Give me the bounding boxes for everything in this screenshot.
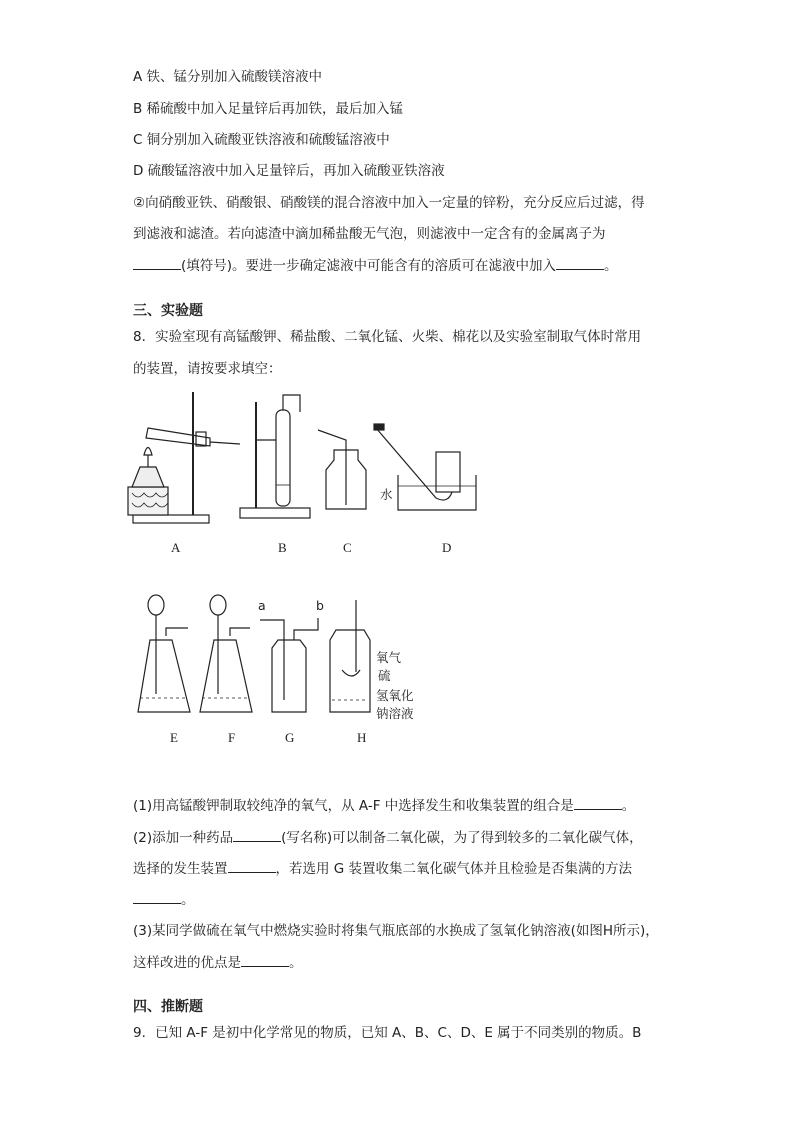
- q8-stem-line2: 的装置，请按要求填空：: [133, 361, 282, 377]
- q8-sub3-line1: (3)某同学做硫在氧气中燃烧实验时将集气瓶底部的水换成了氢氧化钠溶液(如图H所示)，: [133, 923, 659, 939]
- figure-label-h: H: [357, 730, 367, 745]
- answer-blank[interactable]: [228, 859, 276, 873]
- naoh-label-1: 氢氧化: [376, 688, 414, 703]
- q7-part2-line3: (填符号)。要进一步确定滤液中可能含有的溶质可在滤液中加入 。: [133, 256, 618, 275]
- option-c: C 铜分别加入硫酸亚铁溶液和硫酸锰溶液中: [133, 132, 390, 148]
- answer-blank[interactable]: [233, 828, 281, 842]
- apparatus-g: [260, 618, 318, 712]
- q8-sub3-line2: 这样改进的优点是 。: [133, 955, 303, 971]
- answer-blank[interactable]: [133, 890, 181, 904]
- option-b: B 稀硫酸中加入足量锌后再加铁，最后加入锰: [133, 101, 404, 117]
- figure-label-a: A: [171, 540, 181, 555]
- figure-label-c: C: [343, 540, 352, 555]
- apparatus-a: [128, 392, 240, 523]
- water-label: 水: [380, 487, 393, 502]
- apparatus-c: [318, 430, 366, 509]
- option-a: A 铁、锰分别加入硫酸镁溶液中: [133, 69, 323, 85]
- apparatus-b: [240, 395, 310, 518]
- figure-label-f: F: [228, 730, 236, 745]
- port-a-label: a: [258, 598, 266, 613]
- apparatus-e: [138, 595, 190, 712]
- section-heading: 四、推断题: [133, 999, 203, 1015]
- q8-sub1: (1)用高锰酸钾制取较纯净的氧气，从 A-F 中选择发生和收集装置的组合是 。: [133, 798, 636, 814]
- q9-stem-line1: 9．已知 A-F 是初中化学常见的物质，已知 A、B、C、D、E 属于不同类别的物质。B: [133, 1025, 642, 1041]
- port-b-label: b: [316, 598, 324, 613]
- q8-sub2-line1: (2)添加一种药品 (写名称)可以制备二氧化碳，为了得到较多的二氧化碳气体，: [133, 830, 643, 846]
- q7-part2-line2: 到滤液和滤渣。若向滤渣中滴加稀盐酸无气泡，则滤液中一定含有的金属离子为: [133, 226, 606, 242]
- figure-label-d: D: [442, 540, 452, 555]
- apparatus-h: [330, 600, 370, 712]
- figure-label-b: B: [278, 540, 287, 555]
- figure-label-g: G: [285, 730, 295, 745]
- section-heading: 三、实验题: [133, 303, 203, 319]
- q8-sub2-line2: 选择的发生装置 ，若选用 G 装置收集二氧化碳气体并且检验是否集满的方法: [133, 861, 633, 877]
- answer-blank[interactable]: [241, 953, 289, 967]
- q8-stem-line1: 8．实验室现有高锰酸钾、稀盐酸、二氧化锰、火柴、棉花以及实验室制取气体时常用: [133, 329, 642, 345]
- figure-label-e: E: [170, 730, 178, 745]
- apparatus-f: [200, 595, 252, 712]
- q8-sub2-line3: 。: [133, 890, 195, 909]
- q7-part2-line1: ②向硝酸亚铁、硝酸银、硝酸镁的混合溶液中加入一定量的锌粉，充分反应后过滤，得: [133, 195, 645, 211]
- option-d: D 硫酸锰溶液中加入足量锌后，再加入硫酸亚铁溶液: [133, 163, 445, 179]
- naoh-label-2: 钠溶液: [376, 706, 414, 721]
- oxygen-label: 氧气: [376, 650, 402, 665]
- answer-blank[interactable]: [574, 796, 622, 810]
- sulfur-label: 硫: [378, 668, 391, 683]
